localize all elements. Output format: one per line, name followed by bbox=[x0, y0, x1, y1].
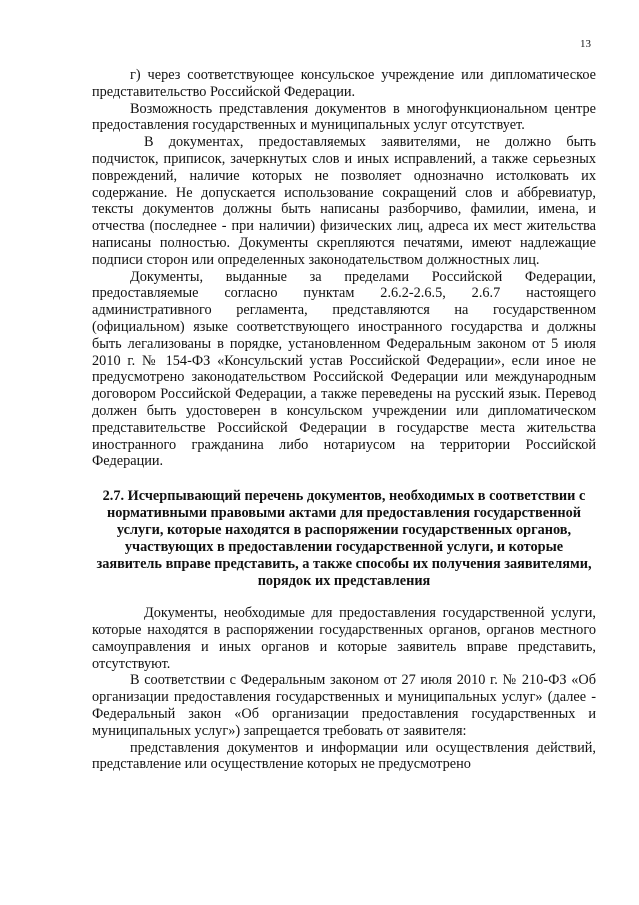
paragraph-prohibition: представления документов и информации или осуществления действий, представление или осуществление которых не предусмотрено bbox=[92, 739, 596, 773]
paragraph-foreign-documents: Документы, выданные за пределами Российской Федерации, предоставляемые согласно пунктам 2.6.2-2.6.5, 2.6.7 настоящего административного регламента, представляются на государственном (официальном) языке соответствующего иностранного государства и должны быть легализованы в порядке, установленном Федеральным законом от 5 июля 2010 г. № 154-ФЗ «Консульский устав Российской Федерации», если иное не предусмотрено законодательством Российской Федерации или международным договором Российской Федерации, а также переведены на русский язык. Перевод должен быть удостоверен в консульском учреждении или дипломатическом представительстве Российской Федерации в государстве места жительства иностранного гражданина либо нотариусом на территории Российской Федерации. bbox=[92, 268, 596, 470]
paragraph-consulate: г) через соответствующее консульское учреждение или дипломатическое представительство Российской Федерации. bbox=[92, 67, 596, 100]
paragraph-mfc: Возможность представления документов в многофункциональном центре предоставления государственных и муниципальных услуг отсутствует. bbox=[92, 100, 596, 134]
document-body bbox=[92, 67, 596, 773]
paragraph-document-requirements: В документах, предоставляемых заявителями, не должно быть подчисток, приписок, зачеркнутых слов и иных исправлений, а также серьезных повреждений, наличие которых не позволяет однозначно истолковать их содержание. Не допускается использование сокращений слов и аббревиатур, тексты документов должны быть написаны разборчиво, фамилии, имена, и отчества (последнее - при наличии) физических лиц, адреса их мест жительства написаны полностью. Документы скрепляются печатями, имеют надлежащие подписи сторон или определенных законодательством должностных лиц. bbox=[92, 134, 596, 268]
section-heading: 2.7. Исчерпывающий перечень документов, необходимых в соответствии с нормативными правовыми актами для предоставления государственной услуги, которые находятся в распоряжении государственных органов, участвующих в предоставлении государственной услуги, и которые заявитель вправе представить, а также способы их получения заявителями, порядок их представления bbox=[96, 488, 592, 590]
paragraph-documents-not-required: Документы, необходимые для предоставления государственной услуги, которые находятся в распоряжении государственных органов, органов местного самоуправления и иных органов и которые заявитель вправе представить, отсутствуют. bbox=[92, 605, 596, 672]
page-number: 13 bbox=[580, 38, 591, 50]
paragraph-federal-law: В соответствии с Федеральным законом от 27 июля 2010 г. № 210-ФЗ «Об организации предоставления государственных и муниципальных услуг» (далее - Федеральный закон «Об организации предоставления государственных и муниципальных услуг») запрещается требовать от заявителя: bbox=[92, 672, 596, 739]
